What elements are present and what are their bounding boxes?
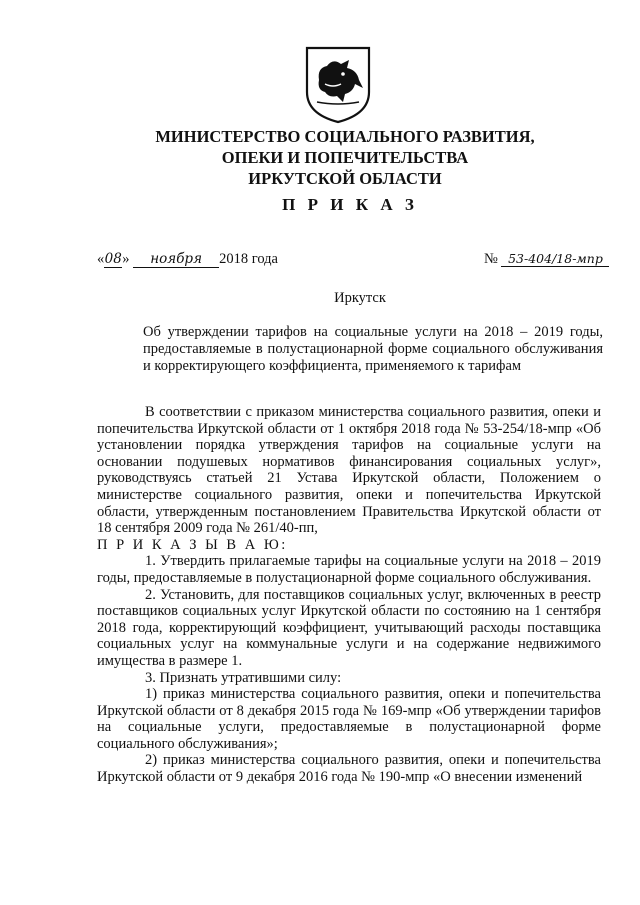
quote-close: »: [122, 251, 130, 267]
order-word: П Р И К А З Ы В А Ю:: [97, 536, 288, 553]
org-line-2: ОПЕКИ И ПОПЕЧИТЕЛЬСТВА: [221, 148, 469, 167]
date-month: ноября: [133, 251, 219, 268]
document-type: П Р И К А З: [282, 195, 418, 214]
preamble: В соответствии с приказом министерства социального развития, опеки и попечительства Иркутской области от 1 октября 2018 года № 53-254/18-мпр «Об установлении порядка утверждения тарифов на социальные услуги на основании подушевых нормативов финансирования социальных услуг», руководствуясь статьей 21 Устава Иркутской области, Положением о министерстве социального развития, опеки и попечительства Иркутской области, утвержденным постановлением Правительства Иркутской области от 18 сентября 2009 года № 261/40-пп,: [97, 404, 601, 537]
item-3-1: 1) приказ министерства социального развития, опеки и попечительства Иркутской области от 8 декабря 2015 года № 169-мпр «Об утверждении тарифов на социальные услуги, предоставляемые в полустационарной форме социального обслуживания»;: [97, 686, 601, 752]
organization-name: [0, 126, 640, 189]
document-number: [484, 251, 609, 268]
document-subject: Об утверждении тарифов на социальные услуги на 2018 – 2019 годы, предоставляемые в полустационарной форме социального обслуживания и корректирующего коэффициента, применяемого к тарифам: [143, 324, 603, 374]
item-2: 2. Установить, для поставщиков социальных услуг, включенных в реестр поставщиков социальных услуг Иркутской области по состоянию на 1 сентября 2018 года, корректирующий коэффициент, учитывающий расходы поставщика социальных услуг на коммунальные услуги и на содержание недвижимого имущества в размере 1.: [97, 586, 601, 669]
number-value: 53-404/18-мпр: [501, 251, 609, 267]
org-line-1: МИНИСТЕРСТВО СОЦИАЛЬНОГО РАЗВИТИЯ,: [155, 127, 535, 146]
item-3-2: 2) приказ министерства социального развития, опеки и попечительства Иркутской области от 9 декабря 2016 года № 190-мпр «О внесении изменений: [97, 752, 601, 786]
item-3: 3. Признать утратившими силу:: [145, 669, 342, 686]
document-body: [97, 404, 601, 786]
date-day: 08: [104, 251, 122, 267]
document-date: [97, 251, 278, 268]
quote-open: «: [97, 251, 105, 267]
org-line-3: ИРКУТСКОЙ ОБЛАСТИ: [248, 169, 442, 188]
date-year: 2018 года: [219, 251, 278, 267]
city: Иркутск: [334, 290, 386, 306]
item-1: 1. Утвердить прилагаемые тарифы на социальные услуги на 2018 – 2019 годы, предоставляемые в полустационарной форме социального обслуживания.: [97, 553, 601, 586]
number-prefix: №: [484, 251, 498, 267]
irkutsk-coat-of-arms-icon: [303, 44, 373, 124]
